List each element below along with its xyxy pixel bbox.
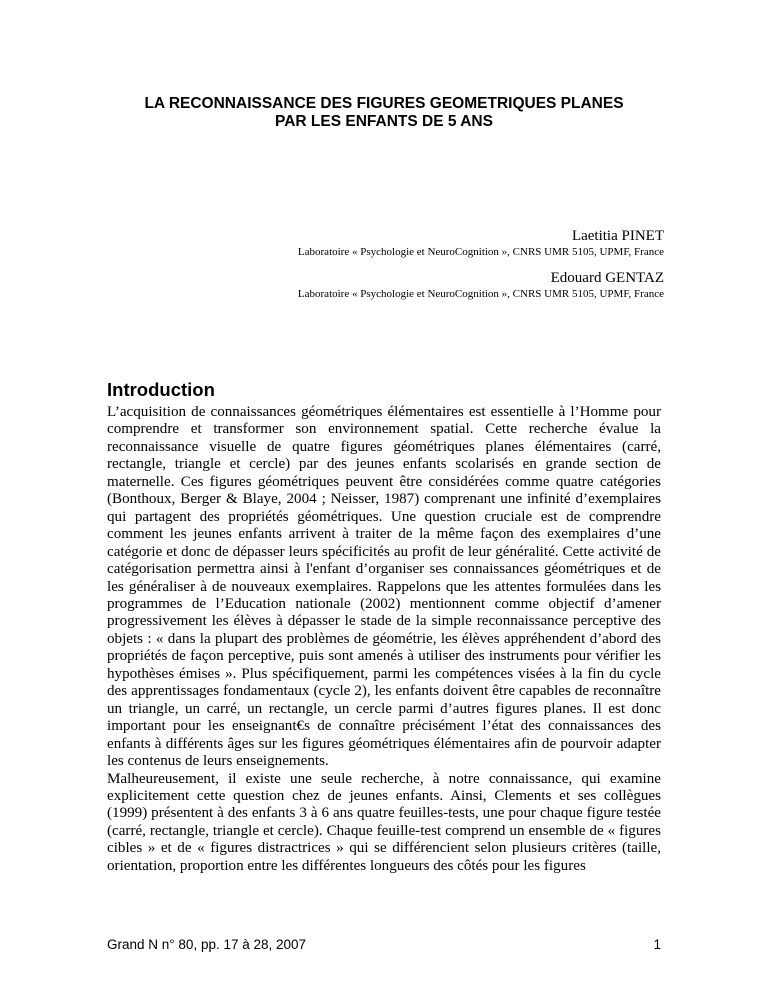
author-name: Edouard GENTAZ	[550, 270, 664, 286]
title-line-2: PAR LES ENFANTS DE 5 ANS	[275, 113, 493, 130]
author-affiliation: Laboratoire « Psychologie et NeuroCognition », CNRS UMR 5105, UPMF, France	[297, 288, 664, 300]
author-block-1	[298, 228, 664, 259]
paragraph: Malheureusement, il existe une seule recherche, à notre connaissance, qui examine explicitement cette question chez de jeunes enfants. Ainsi, Clements et ses collègues (1999) présentent à des enfants 3 à 6 ans quatre feuilles-tests, une pour chaque figure testée (carré, rectangle, triangle et cercle). Chaque feuille-test comprend un ensemble de « figures cibles » et de « figures distractrices » qui se différencient selon plusieurs critères (taille, orientation, proportion entre les différentes longueurs des côtés pour les figures	[107, 770, 661, 874]
page-number: 1	[653, 937, 661, 952]
author-name: Laetitia PINET	[571, 228, 664, 244]
body-text	[107, 404, 661, 875]
section-heading: Introduction	[107, 379, 215, 400]
author-block-2	[298, 270, 664, 301]
author-affiliation: Laboratoire « Psychologie et NeuroCognition », CNRS UMR 5105, UPMF, France	[297, 246, 664, 258]
footer-citation: Grand N n° 80, pp. 17 à 28, 2007	[107, 937, 307, 952]
paper-title	[100, 95, 668, 131]
page-footer	[107, 937, 661, 952]
paragraph: L’acquisition de connaissances géométriques élémentaires est essentielle à l’Homme pour comprendre et transformer son environnement spatial. Cette recherche évalue la reconnaissance visuelle de quatre figures géométriques planes élémentaires (carré, rectangle, triangle et cercle) par des jeunes enfants scolarisés en grande section de maternelle. Ces figures géométriques peuvent être considérées comme quatre catégories (Bonthoux, Berger & Blaye, 2004 ; Neisser, 1987) comprenant une infinité d’exemplaires qui partagent des propriétés géométriques. Une question cruciale est de comprendre comment les jeunes enfants arrivent à traiter de la même façon des exemplaires d’une catégorie et donc de dépasser leurs spécificités au profit de leur généralité. Cette activité de catégorisation permettra ainsi à l'enfant d’organiser ses connaissances géométriques et de les généraliser à de nouveaux exemplaires. Rappelons que les attentes formulées dans les programmes de l’Education nationale (2002) mentionnent comme objectif d’amener progressivement les élèves à dépasser le stade de la simple reconnaissance perceptive des objets : « dans la plupart des problèmes de géométrie, les élèves appréhendent d’abord des propriétés de façon perceptive, puis sont amenés à utiliser des instruments pour vérifier les hypothèses émises ». Plus spécifiquement, parmi les compétences visées à la fin du cycle des apprentissages fondamentaux (cycle 2), les enfants doivent être capables de reconnaître un triangle, un carré, un rectangle, un cercle parmi d’autres figures planes. Il est donc important pour les enseignant€s de connaître précisément l’état des connaissances des enfants à différents âges sur les figures géométriques élémentaires afin de pourvoir adapter les contenus de leurs enseignements.	[107, 404, 661, 770]
title-line-1: LA RECONNAISSANCE DES FIGURES GEOMETRIQUES PLANES	[144, 95, 624, 112]
